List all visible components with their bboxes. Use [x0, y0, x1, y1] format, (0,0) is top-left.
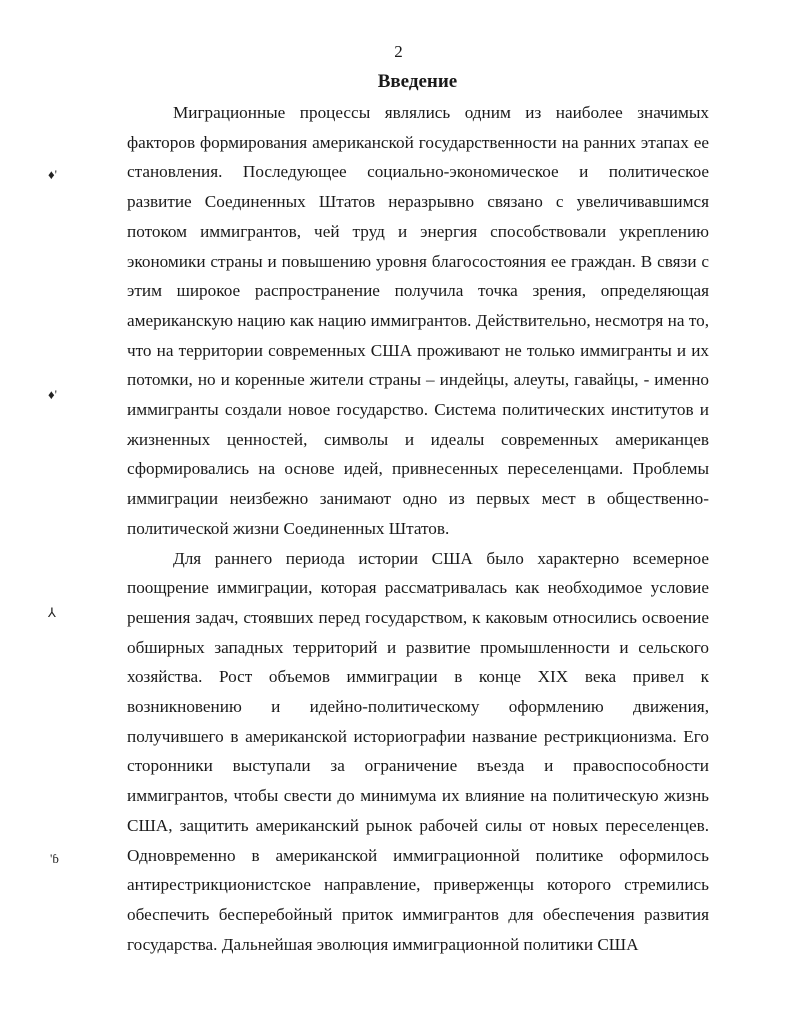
margin-scan-mark: ♦' [48, 167, 57, 182]
page-title: Введение [377, 71, 458, 92]
page-number: 2 [394, 42, 403, 61]
margin-scan-mark: 'ɓ [50, 851, 59, 866]
margin-scan-mark: ⅄ [48, 605, 56, 620]
body-text [127, 98, 709, 959]
paragraph-2: Для раннего периода истории США было характерно всемерное поощрение иммиграции, которая рассматривалась как необходимое условие решения задач, стоявших перед государством, к каковым относились освоение обширных западных территорий и развитие промышленности и сельского хозяйства. Рост объемов иммиграции в конце XIX века привел к возникновению и идейно-политическому оформлению движения, получившего в американской историографии название рестрикционизма. Его сторонники выступали за ограничение въезда и правоспособности иммигрантов, чтобы свести до минимума их влияние на политическую жизнь США, защитить американский рынок рабочей силы от новых переселенцев. Одновременно в американской иммиграционной политике оформилось антирестрикционистское направление, приверженцы которого стремились обеспечить бесперебойный приток иммигрантов для обеспечения развития государства. Дальнейшая эволюция иммиграционной политики США [127, 548, 709, 954]
paragraph-1: Миграционные процессы являлись одним из наиболее значимых факторов формирования американской государственности на ранних этапах ее становления. Последующее социально-экономическое и политическое развитие Соединенных Штатов неразрывно связано с увеличивавшимся потоком иммигрантов, чей труд и энергия способствовали укреплению экономики страны и повышению уровня благосостояния ее граждан. В связи с этим широкое распространение получила точка зрения, определяющая американскую нацию как нацию иммигрантов. Действительно, несмотря на то, что на территории современных США проживают не только иммигранты и их потомки, но и коренные жители страны – индейцы, алеуты, гавайцы, - именно иммигранты создали новое государство. Система политических институтов и жизненных ценностей, символы и идеалы современных американцев сформировались на основе идей, привнесенных переселенцами. Проблемы иммиграции неизбежно занимают одно из первых мест в общественно-политической жизни Соединенных Штатов. [127, 103, 709, 538]
margin-scan-mark: ♦' [48, 387, 57, 402]
